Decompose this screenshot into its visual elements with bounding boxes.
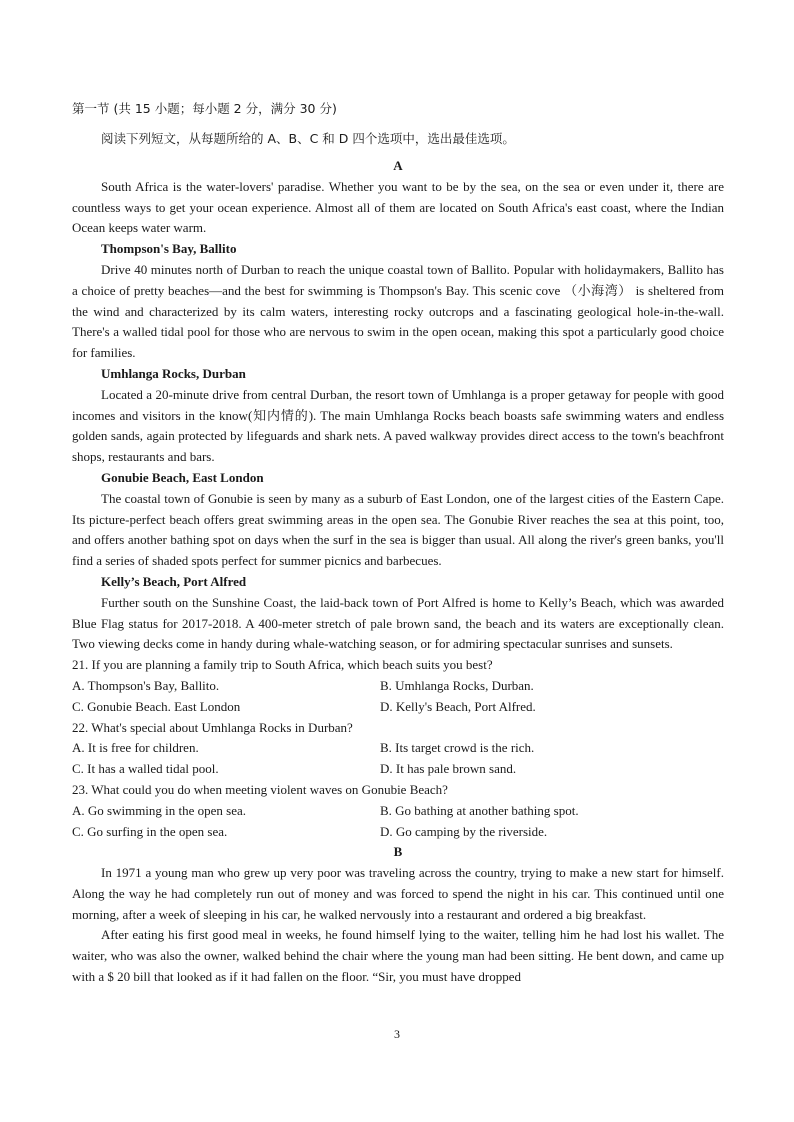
beach-text: Further south on the Sunshine Coast, the laid-back town of Port Alfred is home to Kelly’s Beach, which was awarded Blue Flag status for 2017-2018. A 400-meter stretch of pale brown sand, the beach and its waters are exceptionally clean. Two viewing decks come in handy during whale-watching season, or for admiring spectacular sunrises and sunsets. bbox=[72, 594, 724, 652]
beach-title: Thompson's Bay, Ballito bbox=[101, 241, 237, 257]
option-a: A. Go swimming in the open sea. bbox=[72, 802, 247, 818]
section-instruction: 阅读下列短文，从每题所给的 A、B、C 和 D 四个选项中，选出最佳选项。 bbox=[101, 131, 515, 146]
exam-page bbox=[72, 98, 724, 988]
option-a: A. Thompson's Bay, Ballito. bbox=[72, 677, 220, 693]
question-23 bbox=[72, 780, 724, 842]
passage-b-paragraph: After eating his first good meal in weeks, he found himself lying to the waiter, telling him he had lost his wallet. The waiter, who was also the owner, walked behind the chair where the young man had been sitting. He bent down, and came up with a $ 20 bill that looked as if it had fallen on the floor. “Sir, you must have dropped bbox=[72, 927, 724, 985]
option-b: B. Go bathing at another bathing spot. bbox=[380, 802, 579, 818]
option-a: A. It is free for children. bbox=[72, 740, 199, 756]
beach-title: Kelly’s Beach, Port Alfred bbox=[101, 573, 247, 589]
passage-b-letter: B bbox=[393, 844, 403, 860]
question-22 bbox=[72, 718, 724, 780]
passage-a-intro: South Africa is the water-lovers' paradise. Whether you want to be by the sea, on the sea or even under it, there are countless ways to get your ocean experience. Almost all of them are located on South Africa's east coast, where the Indian Ocean keeps water warm. bbox=[72, 178, 724, 236]
question-options bbox=[72, 801, 724, 843]
option-d: D. Kelly's Beach, Port Alfred. bbox=[380, 698, 536, 714]
option-b: B. Its target crowd is the rich. bbox=[380, 740, 535, 756]
question-21 bbox=[72, 655, 724, 717]
beach-title: Gonubie Beach, East London bbox=[101, 469, 264, 485]
section-header: 第一节 (共 15 小题；每小题 2 分，满分 30 分) bbox=[72, 101, 337, 116]
option-c: C. Gonubie Beach. East London bbox=[72, 698, 241, 714]
beach-title: Umhlanga Rocks, Durban bbox=[101, 365, 246, 381]
option-c: C. Go surfing in the open sea. bbox=[72, 823, 228, 839]
passage-a-letter: A bbox=[393, 158, 403, 173]
option-b: B. Umhlanga Rocks, Durban. bbox=[380, 677, 534, 693]
question-options bbox=[72, 738, 724, 780]
option-d: D. It has pale brown sand. bbox=[380, 761, 517, 777]
beach-text: The coastal town of Gonubie is seen by many as a suburb of East London, one of the largest cities of the Eastern Cape. Its picture-perfect beach offers great swimming areas in the open sea. The Gonubie River reaches the sea at this point, too, and offers another bathing spot on days when the surf in the sea is bigger than usual. All along the river's green banks, you'll find a series of shaded spots perfect for summer picnics and barbecues. bbox=[72, 490, 724, 569]
beach-text: Drive 40 minutes north of Durban to reach the unique coastal town of Ballito. Popular with holidaymakers, Ballito has a choice of pretty beaches—and the best for swimming is Thompson's Bay. This scenic cove （小海湾） is sheltered from the wind and characterized by its calm waters, interesting rocky outcrops and a fascinating geological hole-in-the-wall. There's a walled tidal pool for those who are nervous to swim in the open ocean, making this spot a particularly good choice for families. bbox=[72, 261, 724, 361]
option-d: D. Go camping by the riverside. bbox=[380, 823, 548, 839]
question-options bbox=[72, 676, 724, 718]
question-stem: 22. What's special about Umhlanga Rocks in Durban? bbox=[72, 719, 353, 735]
question-stem: 23. What could you do when meeting violent waves on Gonubie Beach? bbox=[72, 781, 448, 797]
option-c: C. It has a walled tidal pool. bbox=[72, 761, 219, 777]
question-stem: 21. If you are planning a family trip to South Africa, which beach suits you best? bbox=[72, 657, 493, 673]
beach-text: Located a 20-minute drive from central Durban, the resort town of Umhlanga is a proper getaway for people with good incomes and visitors in the know(知内情的). The main Umhlanga Rocks beach boasts safe swimming waters and endless golden sands, again protected by lifeguards and shark nets. A paved walkway provides direct access to the town's beachfront shops, restaurants and bars. bbox=[72, 386, 724, 465]
passage-b-paragraph: In 1971 a young man who grew up very poor was traveling across the country, trying to make a new start for himself. Along the way he had completely run out of money and was forced to spend the night in his car. This continued until one morning, after a week of sleeping in his car, he walked nervously into a restaurant and ordered a big breakfast. bbox=[72, 865, 724, 922]
page-number: 3 bbox=[394, 1027, 400, 1041]
